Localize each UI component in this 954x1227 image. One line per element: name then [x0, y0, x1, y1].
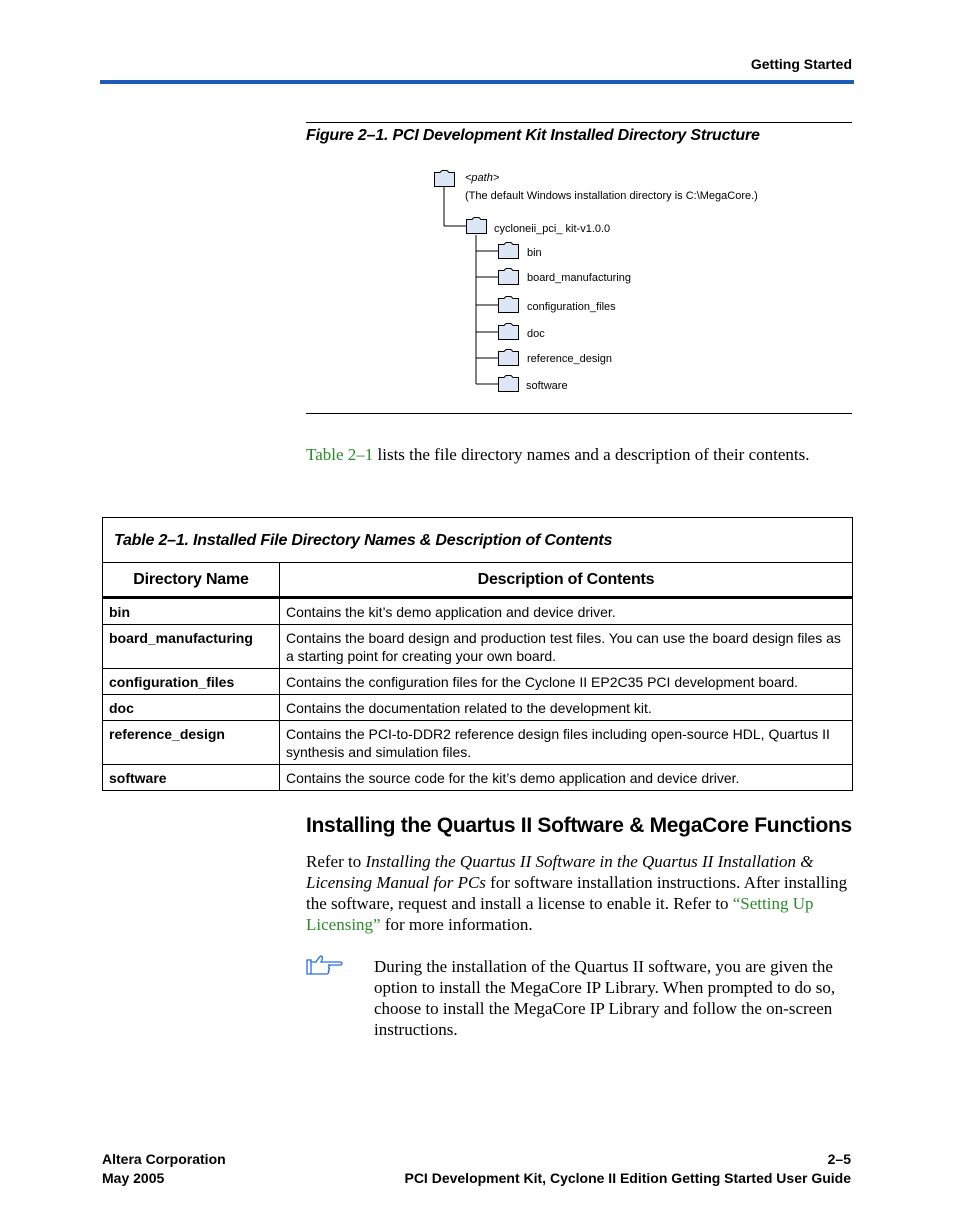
- folder-icon: [499, 297, 519, 313]
- footer-doc-title: PCI Development Kit, Cyclone II Edition Getting Started User Guide: [404, 1170, 851, 1186]
- intro-paragraph: [306, 444, 826, 465]
- folder-icon: [467, 218, 487, 234]
- table-row: [103, 669, 853, 695]
- directory-name-cell: configuration_files: [103, 669, 280, 695]
- folder-icon: [499, 350, 519, 366]
- paragraph-text: for software installation instructions. After installing the software, request and install a license to enable it. Refer to: [306, 873, 848, 913]
- table-row: [103, 598, 853, 625]
- section-heading: Installing the Quartus II Software & MegaCore Functions: [306, 814, 852, 837]
- figure-caption: Figure 2–1. PCI Development Kit Installed Directory Structure: [306, 127, 760, 144]
- root-path-note: (The default Windows installation directory is C:\MegaCore.): [465, 190, 758, 202]
- subfolder-label: doc: [527, 328, 545, 340]
- folder-icon: [499, 269, 519, 285]
- directory-name-cell: reference_design: [103, 721, 280, 765]
- section-paragraph: [306, 851, 852, 935]
- kit-folder-label: cycloneii_pci_ kit-v1.0.0: [494, 223, 611, 235]
- footer-left: [102, 1150, 226, 1188]
- subfolder-label: bin: [527, 247, 542, 259]
- folder-icon: [499, 243, 519, 259]
- directory-name-cell: software: [103, 765, 280, 791]
- manual-title: Installing the Quartus II Software in the Quartus II Installation & Licensing Manual for PCs: [306, 852, 814, 892]
- table-row: [103, 695, 853, 721]
- root-path-label: <path>: [465, 172, 500, 184]
- subfolder-label: board_manufacturing: [527, 272, 631, 284]
- subfolder-label: reference_design: [527, 353, 613, 365]
- figure-bottom-rule: [306, 413, 852, 414]
- directory-table: [102, 517, 853, 791]
- note-text: During the installation of the Quartus II software, you are given the option to install the MegaCore IP Library. When prompted to do so, choose to install the MegaCore IP Library and follow the on-screen instructions.: [374, 957, 836, 1039]
- description-cell: Contains the configuration files for the Cyclone II EP2C35 PCI development board.: [280, 669, 853, 695]
- column-header-description: Description of Contents: [280, 563, 853, 598]
- setting-up-licensing-link[interactable]: “Setting Up Licensing”: [306, 894, 814, 934]
- paragraph-text: Refer to: [306, 852, 366, 871]
- footer-right: [404, 1150, 851, 1188]
- table-row: [103, 721, 853, 765]
- folder-icon: [499, 376, 519, 392]
- directory-name-cell: doc: [103, 695, 280, 721]
- subfolder-label: configuration_files: [527, 301, 616, 313]
- footer-company: Altera Corporation: [102, 1151, 226, 1167]
- directory-name-cell: board_manufacturing: [103, 625, 280, 669]
- note-pointing-hand-icon: [306, 955, 344, 977]
- description-cell: Contains the PCI-to-DDR2 reference design files including open-source HDL, Quartus II synthesis and simulation files.: [280, 721, 853, 765]
- description-cell: Contains the board design and production test files. You can use the board design files as a starting point for creating your own board.: [280, 625, 853, 669]
- description-cell: Contains the documentation related to the development kit.: [280, 695, 853, 721]
- running-header: Getting Started: [750, 56, 852, 72]
- figure-top-rule: [306, 122, 852, 123]
- column-header-directory-name: Directory Name: [103, 563, 280, 598]
- intro-text: lists the file directory names and a description of their contents.: [373, 445, 810, 464]
- subfolder-label: software: [526, 380, 568, 392]
- table-row: [103, 625, 853, 669]
- page-number: 2–5: [827, 1151, 851, 1167]
- table-title: Table 2–1. Installed File Directory Names & Description of Contents: [103, 518, 853, 563]
- description-cell: Contains the source code for the kit’s demo application and device driver.: [280, 765, 853, 791]
- paragraph-text: for more information.: [380, 915, 533, 934]
- header-rule: [100, 80, 854, 84]
- table-row: [103, 765, 853, 791]
- description-cell: Contains the kit’s demo application and device driver.: [280, 598, 853, 625]
- directory-tree-diagram: [430, 165, 850, 400]
- folder-icon: [499, 324, 519, 340]
- folder-icon: [435, 171, 455, 187]
- directory-name-cell: bin: [103, 598, 280, 625]
- footer-date: May 2005: [102, 1170, 165, 1186]
- table-cross-reference-link[interactable]: Table 2–1: [306, 445, 374, 464]
